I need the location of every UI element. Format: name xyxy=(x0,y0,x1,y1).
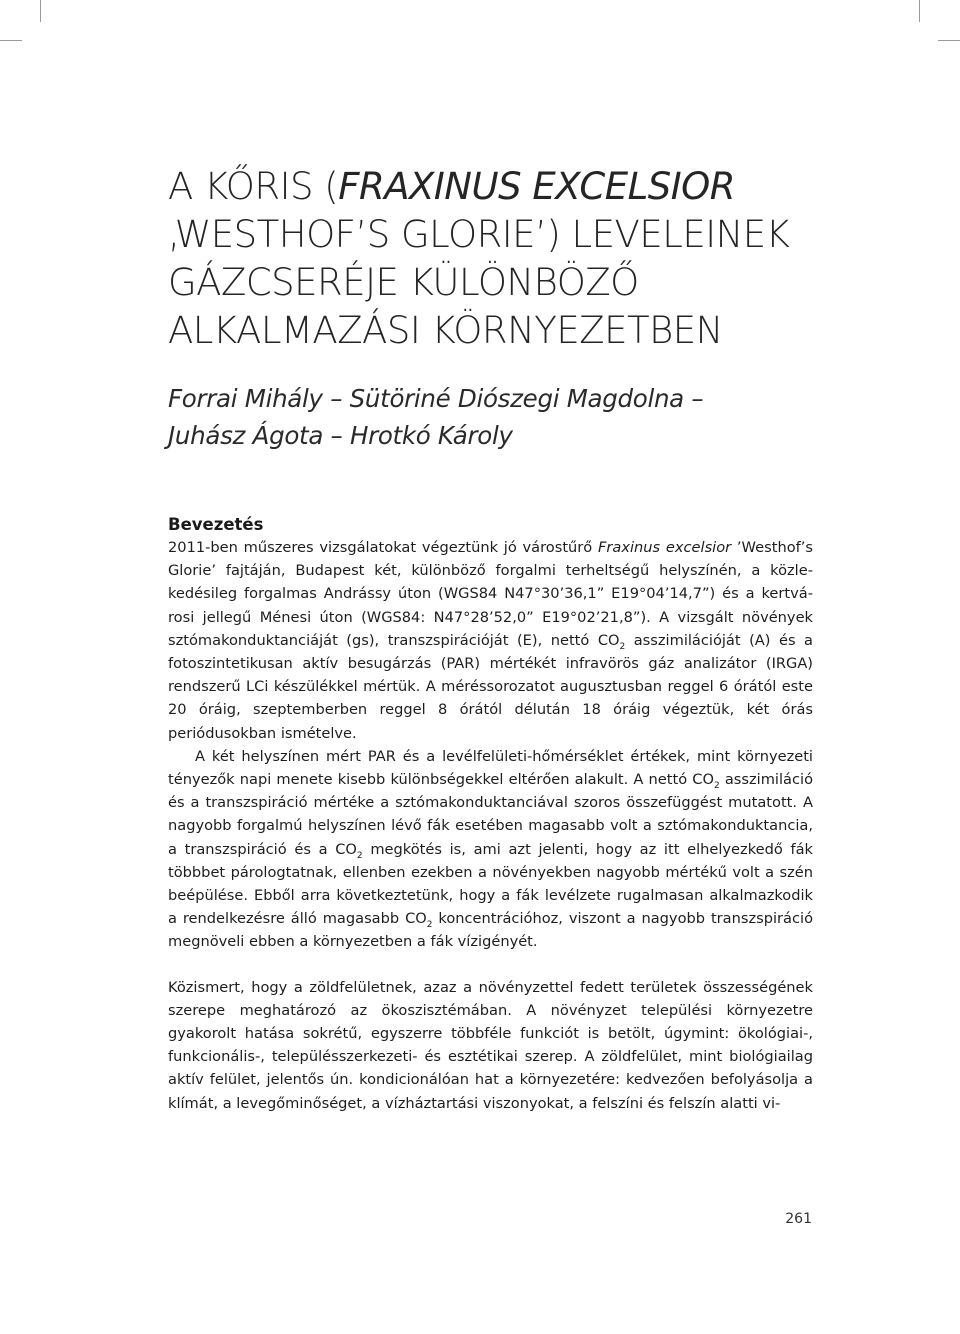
crop-mark-top-right xyxy=(919,0,920,22)
crop-mark-top-left-h xyxy=(0,40,22,41)
crop-mark-top-right-h xyxy=(938,40,960,41)
paragraph-intro: 2011-ben műszeres vizsgálatokat végeztünk jó várostűrő Fraxinus excelsior ’Westhof’s Glorie’ fajtáján, Budapest két, különböző forgalmi terheltségű helyszínén, a közlekedésileg forgalmas Andrássy úton (WGS84 N47°30’36,1” E19°04’14,7”) és a kertvárosi jellegű Ménesi úton (WGS84: N47°28’52,0” E19°02’21,8”). A vizsgált növények sztómakonduktanciáját (gs), transzspirációját (E), nettó $CO_2$ asszimilációját (A) és a fotoszintetikusan aktív besugárzás (PAR) mértékét infravörös gáz analizátor (IRGA) rendszerű LCi készülékkel mértük. A méréssorozatot augusztusban reggel 6 órától este 20 óráig, szeptemberben reggel 8 órától délután 18 óráig végeztük, két órás periódusokban ismételve. xyxy=(168,539,813,742)
article-body xyxy=(168,513,813,1115)
page-number: 261 xyxy=(785,1211,812,1227)
article-title xyxy=(168,163,808,355)
title-line-4: ALKALMAZÁSI KÖRNYEZETBEN xyxy=(168,309,723,352)
author-list xyxy=(168,380,808,454)
paragraph-results: A két helyszínen mért PAR és a levélfelületi-hőmérséklet értékek, mint környezeti tényezők napi menete kisebb különbségekkel eltérően alakult. A nettó $CO_2$ asszimiláció és a transzspiráció mértéke a sztómakonduktanciával szoros összefüggést mutatott. A nagyobb forgalmú helyszínen lévő fák esetében magasabb volt a sztómakonduktancia, a transzspiráció és a $CO_2$ megkötés is, ami azt jelenti, hogy az itt elhelyezkedő fák többbet párologtatnak, ellenben ezekben a növényekben nagyobb mértékű volt a szén beépülése. Ebből arra következtetünk, hogy a fák levélzete rugalmasan alkalmazkodik a rendelkezésre álló magasabb $CO_2$ koncentrációhoz, viszont a nagyobb transzspiráció megnöveli ebben a környezetben a fák vízigényét. xyxy=(168,747,814,951)
crop-mark-top-left xyxy=(40,0,41,22)
author-line-1: Forrai Mihály – Sütöriné Diószegi Magdolna – xyxy=(168,384,704,413)
paragraph-context: Közismert, hogy a zöldfelületnek, azaz a növényzettel fedett területek összességének szerepe meghatározó az ökoszisztémában. A növényzet települési környezetre gyakorolt hatása sokrétű, egyszerre többféle funkciót is betölt, úgymint: ökológiai-, funkcionális-, településszerkezeti- és esztétikai szerep. A zöldfelület, mint biológiailag aktív felület, jelentős ún. kondicionálóan hat a környezetére: kedvezően befolyásolja a klímát, a levegőminőséget, a vízháztartási viszonyokat, a felszíni és felszín alatti vi- xyxy=(168,978,813,1112)
title-line-3: GÁZCSERÉJE KÜLÖNBÖZŐ xyxy=(168,261,639,304)
title-line-2: ‚WESTHOF’S GLORIE’) LEVELEINEK xyxy=(168,213,790,256)
title-line-1: A KŐRIS (FRAXINUS EXCELSIOR xyxy=(168,165,735,208)
author-line-2: Juhász Ágota – Hrotkó Károly xyxy=(168,421,513,450)
section-heading: Bevezetés xyxy=(168,515,264,534)
